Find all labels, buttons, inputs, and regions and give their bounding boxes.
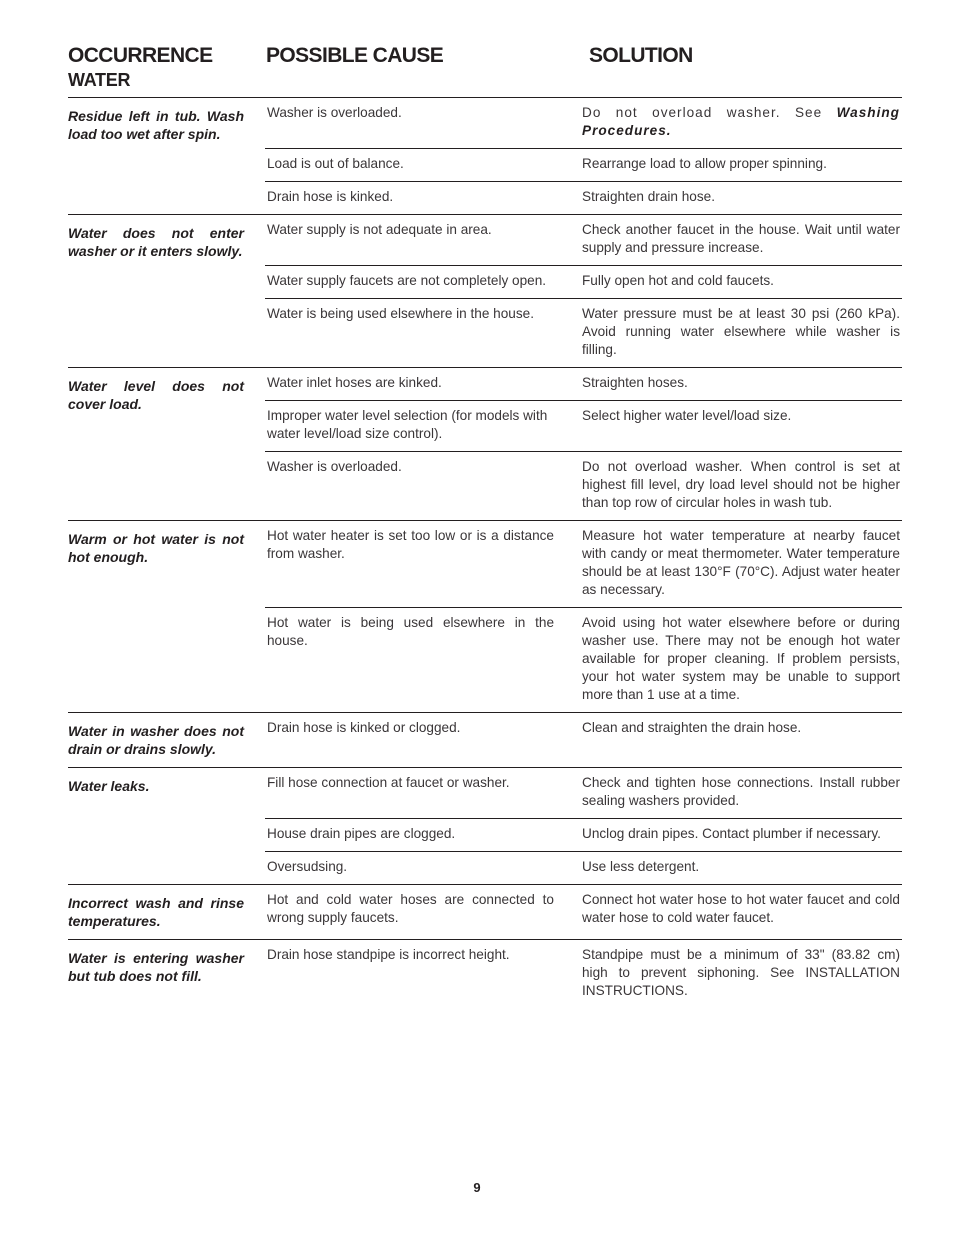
possible-cause-text: Hot water is being used elsewhere in the house. (267, 615, 554, 648)
possible-cause-cell (265, 368, 554, 400)
solution-text: Fully open hot and cold faucets. (582, 273, 774, 288)
solution-cell (554, 149, 902, 181)
table-row (265, 368, 902, 400)
possible-cause-cell (265, 149, 554, 181)
possible-cause-cell (265, 182, 554, 214)
occurrence-group (68, 97, 902, 214)
occurrence-group (68, 939, 902, 1008)
solution-text: Standpipe must be a minimum of 33" (83.82 cm) high to prevent siphoning. See INSTALLATION INSTRUCTIONS. (582, 947, 900, 998)
possible-cause-cell (265, 852, 554, 884)
solution-text: Straighten hoses. (582, 375, 688, 390)
cause-solution-rows (265, 940, 902, 1008)
possible-cause-text: Water inlet hoses are kinked. (267, 375, 442, 390)
possible-cause-text: Water supply faucets are not completely open. (267, 273, 547, 288)
possible-cause-text: Drain hose is kinked or clogged. (267, 720, 461, 735)
solution-cell (554, 768, 902, 818)
solution-text: Avoid using hot water elsewhere before or during washer use. There may not be enough hot water available for proper cleaning. If problem persists, your hot water system may be unable to support more than 1 use at a time. (582, 615, 900, 702)
occurrence-group (68, 884, 902, 939)
possible-cause-cell (265, 713, 554, 745)
possible-cause-text: Hot and cold water hoses are connected to wrong supply faucets. (267, 892, 554, 925)
solution-cell (554, 401, 902, 451)
table-row (265, 298, 902, 367)
table-row (265, 181, 902, 214)
solution-text: Water pressure must be at least 30 psi (260 kPa). Avoid running water elsewhere while washer is filling. (582, 306, 900, 357)
table-row (265, 215, 902, 265)
possible-cause-text: Oversudsing. (267, 859, 348, 874)
solution-cell (554, 182, 902, 214)
possible-cause-text: Washer is overloaded. (267, 459, 402, 474)
solution-cell (554, 608, 902, 712)
occurrence-text: Water leaks. (68, 778, 150, 794)
possible-cause-text: Drain hose is kinked. (267, 189, 394, 204)
section-title-water: WATER (68, 70, 131, 90)
solution-text: Measure hot water temperature at nearby faucet with candy or meat thermometer. Water temperature should be at least 130°F (70°C). Adjust water heater as necessary. (582, 528, 900, 597)
solution-text: Rearrange load to allow proper spinning. (582, 156, 827, 171)
table-row (265, 818, 902, 851)
solution-cell (554, 299, 902, 367)
occurrence-text: Water level does not cover load. (68, 378, 244, 412)
table-row (265, 713, 902, 745)
possible-cause-cell (265, 819, 554, 851)
solution-text: Check another faucet in the house. Wait until water supply and pressure increase. (582, 222, 900, 255)
possible-cause-cell (265, 401, 554, 451)
solution-text: Unclog drain pipes. Contact plumber if necessary. (582, 826, 881, 841)
table-row (265, 521, 902, 607)
cause-solution-rows (265, 885, 902, 935)
occurrence-text: Residue left in tub. Wash load too wet after spin. (68, 108, 244, 142)
table-row (265, 851, 902, 884)
possible-cause-cell (265, 768, 554, 818)
table-row (265, 400, 902, 451)
occurrence-header: OCCURRENCE (68, 44, 213, 67)
possible-cause-text: Fill hose connection at faucet or washer. (267, 775, 510, 790)
table-row (265, 98, 902, 148)
page-number: 9 (473, 1180, 481, 1195)
occurrence-group (68, 520, 902, 712)
possible-cause-cell (265, 940, 554, 1008)
solution-cell (554, 885, 902, 935)
solution-cell (554, 521, 902, 607)
solution-cell (554, 940, 902, 1008)
possible-cause-text: House drain pipes are clogged. (267, 826, 456, 841)
solution-cell (554, 852, 902, 884)
possible-cause-text: Load is out of balance. (267, 156, 404, 171)
possible-cause-text: Water supply is not adequate in area. (267, 222, 492, 237)
occurrence-text: Water does not enter washer or it enters slowly. (68, 225, 244, 259)
solution-text: Select higher water level/load size. (582, 408, 792, 423)
solution-cell (554, 368, 902, 400)
possible-cause-cell (265, 266, 554, 298)
possible-cause-text: Improper water level selection (for models with water level/load size control). (267, 408, 548, 441)
possible-cause-cell (265, 452, 554, 520)
possible-cause-cell (265, 98, 554, 148)
solution-text: Clean and straighten the drain hose. (582, 720, 802, 735)
possible-cause-cell (265, 299, 554, 367)
table-row (265, 885, 902, 935)
solution-cell (554, 819, 902, 851)
cause-solution-rows (265, 368, 902, 520)
solution-text: Do not overload washer. See (582, 105, 837, 120)
possible-cause-text: Water is being used elsewhere in the house. (267, 306, 534, 321)
occurrence-text: Incorrect wash and rinse temperatures. (68, 895, 244, 929)
possible-cause-cell (265, 521, 554, 607)
solution-cell (554, 713, 902, 745)
occurrence-group (68, 367, 902, 520)
table-row (265, 607, 902, 712)
possible-cause-cell (265, 608, 554, 712)
table-row (265, 265, 902, 298)
cause-solution-rows (265, 98, 902, 214)
cause-solution-rows (265, 768, 902, 884)
solution-cell (554, 215, 902, 265)
solution-text: Use less detergent. (582, 859, 700, 874)
solution-cell (554, 98, 902, 148)
solution-reference: Washing Procedures. (582, 105, 900, 138)
possible-cause-text: Washer is overloaded. (267, 105, 402, 120)
solution-cell (554, 452, 902, 520)
occurrence-text: Water in washer does not drain or drains slowly. (68, 723, 244, 757)
occurrence-text: Warm or hot water is not hot enough. (68, 531, 244, 565)
solution-text: Straighten drain hose. (582, 189, 716, 204)
cause-solution-rows (265, 713, 902, 745)
solution-text: Connect hot water hose to hot water faucet and cold water hose to cold water faucet. (582, 892, 900, 925)
troubleshooting-table (68, 97, 902, 1008)
occurrence-group (68, 214, 902, 367)
possible-cause-cell (265, 885, 554, 935)
table-row (265, 940, 902, 1008)
solution-header: SOLUTION (589, 44, 693, 67)
solution-cell (554, 266, 902, 298)
cause-solution-rows (265, 215, 902, 367)
possible-cause-text: Drain hose standpipe is incorrect height. (267, 947, 510, 962)
occurrence-group (68, 712, 902, 767)
solution-text: Check and tighten hose connections. Install rubber sealing washers provided. (582, 775, 900, 808)
cause-solution-rows (265, 521, 902, 712)
occurrence-group (68, 767, 902, 884)
possible-cause-header: POSSIBLE CAUSE (266, 44, 444, 67)
solution-text: Do not overload washer. When control is set at highest fill level, dry load level should not be higher than top row of circular holes in wash tub. (582, 459, 900, 510)
possible-cause-cell (265, 215, 554, 265)
occurrence-text: Water is entering washer but tub does not fill. (68, 950, 244, 984)
table-row (265, 451, 902, 520)
table-row (265, 768, 902, 818)
table-row (265, 148, 902, 181)
possible-cause-text: Hot water heater is set too low or is a distance from washer. (267, 528, 554, 561)
